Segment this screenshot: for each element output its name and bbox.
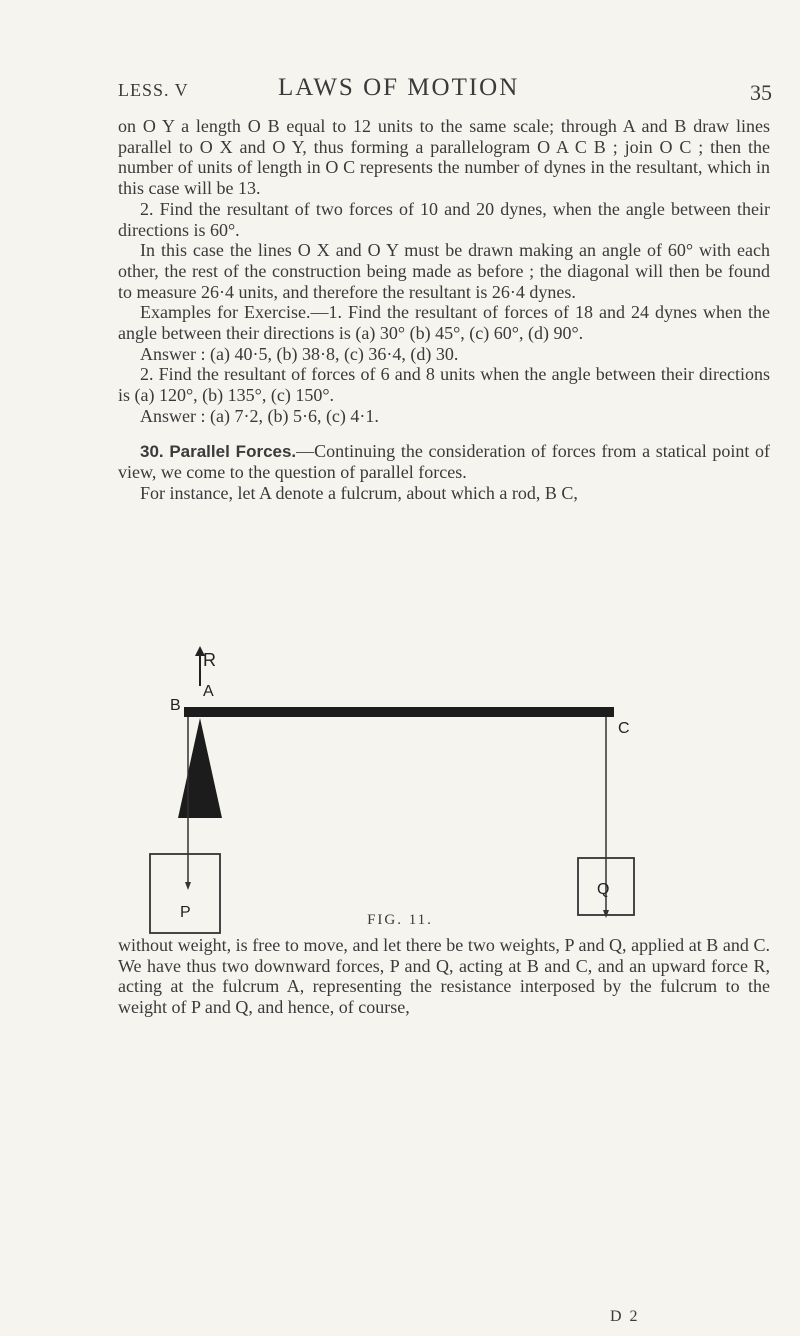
paragraph-example-2: 2. Find the resultant of two forces of 10 and 20 dynes, when the angle between their directions is 60°. (118, 198, 770, 240)
paragraph-exercise-1: Examples for Exercise.—1. Find the resultant of forces of 18 and 24 dynes when the angle between their directions is (a) 30° (b) 45°, (c) 60°, (d) 90°. (118, 302, 770, 344)
paragraph-answer-2: Answer : (a) 7·2, (b) 5·6, (c) 4·1. (140, 405, 379, 426)
text-block-upper (118, 116, 770, 504)
section-text: —Continuing the consideration of forces from a statical point of view, we come to the question of parallel forces. (118, 440, 771, 483)
text-block-lower (118, 935, 770, 1018)
section-title: Parallel Forces. (169, 441, 297, 461)
label-b: B (170, 697, 181, 714)
signature-mark: D 2 (610, 1308, 640, 1325)
figure-caption: FIG. 11. (367, 912, 433, 928)
paragraph-answer-1: Answer : (a) 40·5, (b) 38·8, (c) 36·4, (d) 30. (140, 343, 459, 364)
paragraph-construction: on O Y a length O B equal to 12 units to the same scale; through A and B draw lines parallel to O X and O Y, thus forming a parallelogram O A C B ; join O C ; then the number of units of length in O C represents the number of dynes in the resultant, which in this case will be 13. (118, 116, 770, 199)
paragraph-continuation: without weight, is free to move, and let there be two weights, P and Q, applied at B and C. We have thus two downward forces, P and Q, acting at B and C, and an upward force R, acting at the fulcrum A, representing the resistance interposed by the fulcrum to the weight of P and Q, and hence, of course, (118, 935, 770, 1018)
label-r: R (203, 650, 216, 670)
rod-bc (184, 707, 614, 717)
section-number: 30. (140, 441, 164, 461)
paragraph-example-2-solution: In this case the lines O X and O Y must be drawn making an angle of 60° with each other, the rest of the construction being made as before ; the diagonal will then be found to measure 26·4 units, and therefore the resultant is 26·4 dynes. (118, 240, 770, 302)
paragraph-exercise-2: 2. Find the resultant of forces of 6 and 8 units when the angle between their directions is (a) 120°, (b) 135°, (c) 150°. (118, 364, 770, 406)
running-header (118, 74, 772, 114)
label-c: C (618, 720, 630, 737)
label-a: A (203, 683, 214, 700)
header-title: LAWS OF MOTION (278, 74, 520, 101)
lever-diagram (140, 640, 660, 940)
label-p: P (180, 904, 191, 921)
paragraph-fulcrum: For instance, let A denote a fulcrum, about which a rod, B C, (140, 482, 578, 503)
section-30-paragraph (118, 441, 770, 483)
fulcrum-a (178, 718, 222, 818)
label-q: Q (597, 881, 610, 898)
header-lesson: LESS. V (118, 80, 189, 100)
arrow-p (185, 882, 191, 890)
figure-lever (140, 640, 660, 940)
page-number: 35 (750, 80, 772, 105)
